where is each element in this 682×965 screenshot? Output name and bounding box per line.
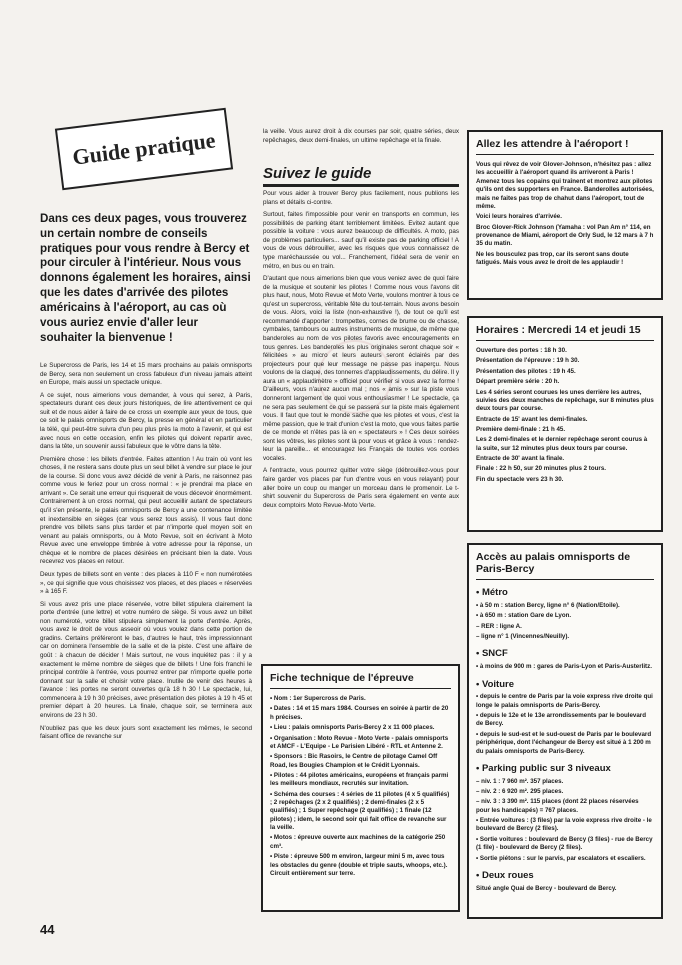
access-line: – RER : ligne A.: [476, 622, 522, 630]
paragraph: Première chose : les billets d'entrée. Faites attention ! Au train où vont les choses, il ne restera sans doute plus un seul billet à vendre sur place le jour de la course. Si donc vous avez décidé de venir à Paris, ne raisonnez pas comme vous le feriez pour un cross normal : « je prendrai ma place en arrivant ». Ce serait une erreur qui risquerait de vous décevoir énormément. Contrairement à un cross normal, qui peut accueillir autant de spectateurs qu'il s'en présente, le palais omnisports de Bercy a une contenance limitée et inextensible en sièges (car vous serez tous assis). Il vous faut donc prendre vos billets sans plus tarder et par n'importe quel moyen soit en venant au palais omnisports, ou à Moto Revue, soit en écrivant à Moto Revue avec une enveloppe timbrée à votre adresse pour la réponse, un chèque et le nombre de places désirées en précisant bien la date. Vous recevrez vos places en retour.: [40, 455, 252, 566]
schedule-line: Les 4 séries seront courues les unes derrière les autres, suivies des deux manches de repêchage, sur 8 minutes plus deux tours par course.: [476, 388, 654, 413]
access-line: • depuis le centre de Paris par la voie express rive droite qui longe le palais omnisports de Paris-Bercy.: [476, 693, 653, 709]
box-paragraph: Voici leurs horaires d'arrivée.: [476, 213, 562, 221]
fiche-item: • Pilotes : 44 pilotes américains, européens et français parmi les meilleurs mondiaux, recrutés sur invitation.: [270, 771, 449, 788]
aeroport-box: [467, 130, 663, 300]
box-title: Fiche technique de l'épreuve: [270, 672, 451, 689]
access-line: • depuis le sud-est et le sud-ouest de Paris par le boulevard périphérique, dont l'échangeur de Bercy est situé à 1 200 m du palais omnisports de Paris-Bercy.: [476, 730, 652, 755]
access-line: – niv. 3 : 3 390 m². 115 places (dont 22 places réservées pour les handicapés) = 767 places.: [476, 798, 639, 814]
access-line: – ligne n° 1 (Vincennes/Neuilly).: [476, 633, 570, 641]
fiche-technique-box: [261, 664, 460, 912]
schedule-line: Départ première série : 20 h.: [476, 378, 560, 386]
intro-paragraph: Dans ces deux pages, vous trouverez un certain nombre de conseils pratiques pour vous rendre à Bercy et pour circuler à l'intérieur. Nous vous donnons également les horaires, ainsi que les dates d'arrivée des pilotes américains à l'aéroport, au cas où vous auriez envie d'aller leur souhaiter la bienvenue !: [40, 212, 251, 344]
schedule-line: Entracte de 30' avant la finale.: [476, 455, 565, 463]
access-line: Situé angle Quai de Bercy - boulevard de Bercy.: [476, 884, 617, 892]
guide-pratique-banner: Guide pratique: [55, 108, 233, 190]
paragraph: D'autant que nous aimerions bien que vous veniez avec de quoi faire de la musique et soutenir les pilotes ! Comme nous vous l'avons dit plus haut, nous, Moto Revue et Moto Verte, voulons montrer à tous ce qu'est un supercross, véritable fête du tout-terrain. Nous avons besoin de vous. Alors, voici la liste (non-exhaustive !), de tout ce qu'il est recommandé d'apporter : trompettes, cornes de brume ou de chasse, cymbales, tambours ou autres instruments de musique, de même que banderoles au nom de vos pilotes favoris avec encouragements en tous genres. Les banderoles les plus originales seront chaque soir « félicitées » au micro et leurs auteurs seront éclairés par des projecteurs pour que leur message ne passe pas inaperçu. Nous voulons de la claque, des tonnerres d'applaudissements, du délire. Il y aura un « applaudimètre » officiel pour vérifier si vous avez la forme ! D'ailleurs, vous n'aurez aucun mal ; nos « amis » sur la piste vous donneront largement de quoi vous enthousiasmer ! Le spectacle, ça ne sera pas seulement ce qui se passera sur la piste mais également vous. Il faut que tout le monde sache que les pilotes et vous, c'est la même passion, que le trait d'union c'est la moto, que vous faites partie de ce monde et n'êtes pas là en « spectateurs » ! Ces deux soirées sont les vôtres, les pilotes sont là pour vous et grâce à vous : rendez-leur la pareille... et encouragez les Français de toutes vos cordes vocales.: [263, 275, 459, 462]
paragraph: N'oubliez pas que les deux jours sont exactement les mêmes, le second faisant office de revanche sur: [40, 724, 252, 741]
paragraph: A ce sujet, nous aimerions vous demander, à vous qui serez, à Paris, spectateurs durant ces deux jours historiques, de lire attentivement ce qui suit et de nous aider à faire de ce cross un exemple aux yeux de tous, que ce soit le palais omnisports de Bercy, la presse en général et en particulier la télé, qui peut-être suivra d'un peu plus près la moto à l'avenir, et qui est avec nous en cette occasion, enfin les pilotes qui doivent repartir avec, dans la tête, un souvenir aussi fabuleux que le vôtre dans la tête.: [40, 391, 252, 451]
fiche-item: • Piste : épreuve 500 m environ, largeur mini 5 m, avec tous les obstacles du genre (double et triple sauts, whoops, etc.). Circuit entièrement sur terre.: [270, 853, 448, 877]
fiche-item: • Sponsors : Bic Rasoirs, le Centre de pilotage Camel Off Road, les Bougies Champion et le Crédit Lyonnais.: [270, 753, 438, 769]
paragraph: Si vous avez pris une place réservée, votre billet stipulera clairement la porte d'entrée (une lettre) et votre numéro de siège. Si vous avez un billet non numéroté, votre billet stipulera simplement la porte d'entrée. Après, vous avez le droit de vous asseoir où vous voulez dans cette portion de gradins. Certains préféreront le bas, d'autres le haut, très impressionnant car on dominera l'ensemble de la salle et de la piste. C'est une affaire de goût : à chacun de décider ! Mais surtout, ne vous inquiétez pas : il y a exactement le même nombre de sièges que de billets ! Une fois franchi le principal contrôle à l'entrée, vous pourrez entrer par n'importe quelle porte donnant sur la salle et choisir votre place. Inutile de venir des heures à l'avance : les portes ne seront ouvertes qu'à 18 h 30 ! Le spectacle, lui, commencera à 19 h 30 précises, avec présentation des pilotes à 19 h 45 et premier départ à 20 heures. La finale, chaque soir, se terminera aux environs de 23 h 30.: [40, 600, 252, 719]
paragraph: A l'entracte, vous pourrez quitter votre siège (débrouillez-vous pour faire garder vos places par l'un d'entre vous en vous relayant) pour aller boire un coup ou manger un morceau dans le promenoir. Le t-shirt souvenir du Supercross de Paris sera également en vente aux deux comptoirs Moto Revue-Moto Verte.: [263, 467, 459, 509]
fiche-item: • Schéma des courses : 4 séries de 11 pilotes (4 x 5 qualifiés) ; 2 repêchages (2 x 2 qualifiés) ; 2 demi-finales (2 x 5 qualifiés) ; 1 Super repêchage (2 qualifiés) ; 1 finale (12 pilotes) ; idem, le second soir qui fait office de revanche sur la veille.: [270, 790, 450, 832]
fiche-item: • Dates : 14 et 15 mars 1984. Courses en soirée à partir de 20 h précises.: [270, 705, 449, 721]
schedule-line: Première demi-finale : 21 h 45.: [476, 425, 566, 433]
access-line: – niv. 2 : 6 920 m². 295 places.: [476, 788, 564, 796]
fiche-item: • Nom : 1er Supercross de Paris.: [270, 695, 366, 703]
access-section-title: • Métro: [476, 587, 508, 599]
box-paragraph: Broc Glover-Rick Johnson (Yamaha : vol Pan Am n° 114, en provenance de Miami, aéroport de Orly Sud, le 12 mars à 7 h 35 du matin.: [476, 223, 654, 248]
section-heading: Suivez le guide: [263, 165, 459, 187]
schedule-line: Présentation des pilotes : 19 h 45.: [476, 367, 576, 375]
box-title: Accès au palais omnisports de Paris-Bercy: [476, 551, 654, 580]
box-title: Horaires : Mercredi 14 et jeudi 15: [476, 324, 654, 341]
paragraph: Le Supercross de Paris, les 14 et 15 mars prochains au palais omnisports de Bercy, sera non seulement un cross fabuleux d'un niveau jamais atteint en Europe, mais aussi un spectacle unique.: [40, 362, 252, 387]
access-line: • Entrée voitures : (3 files) par la voie express rive droite - le boulevard de Bercy (2 files).: [476, 817, 652, 833]
horaires-box: [467, 316, 663, 532]
schedule-line: Finale : 22 h 50, sur 20 minutes plus 2 tours.: [476, 465, 606, 473]
schedule-line: Entracte de 15' avant les demi-finales.: [476, 415, 588, 423]
schedule-line: Fin du spectacle vers 23 h 30.: [476, 475, 564, 483]
paragraph: Surtout, faites l'impossible pour venir en transports en commun, les possibilités de parking étant terriblement limitées. Evitez autant que possible la voiture : vous aurez beaucoup de difficultés. A moto, pas de problèmes particuliers... sauf qu'il existe pas de parking officiel ! A vous de vous débrouiller, avec les risques que vous connaissez de type maréchaussée ou vol... Franchement, l'idéal sera de venir en métro, en bus ou en train.: [263, 211, 459, 270]
article-column-2-continuation: la veille. Vous aurez droit à dix courses par soir, quatre séries, deux repêchages, deux demi-finales, un ultime repêchage et la finale.: [263, 128, 459, 144]
access-line: • Sortie voitures : boulevard de Bercy (3 files) - rue de Bercy (1 file) - boulevard de Bercy (2 files).: [476, 835, 653, 852]
paragraph: Pour vous aider à trouver Bercy plus facilement, nous publions les plans et détails ci-contre.: [263, 190, 459, 206]
access-line: • Sortie piétons : sur le parvis, par escalators et escaliers.: [476, 854, 646, 862]
schedule-line: Les 2 demi-finales et le dernier repêchage seront courus à la suite, sur 12 minutes plus deux tours par course.: [476, 436, 648, 452]
access-section-title: • Parking public sur 3 niveaux: [476, 762, 611, 774]
access-line: • à moins de 900 m : gares de Paris-Lyon et Paris-Austerlitz.: [476, 663, 652, 671]
page-number: 44: [40, 922, 55, 937]
fiche-item: • Lieu : palais omnisports Paris-Bercy 2 x 11 000 places.: [270, 724, 435, 732]
box-paragraph: Vous qui rêvez de voir Glover-Johnson, n'hésitez pas : allez les accueillir à l'aéroport quand ils arriveront à Paris ! Amenez tous les copains qui traînent et montrez aux pilotes qu'ils ont des supporters en France. Banderolles autorisées, mais ne faites pas trop de chahut dans l'aéroport, tout de même.: [476, 161, 654, 210]
schedule-line: Présentation de l'épreuve : 19 h 30.: [476, 357, 580, 365]
access-line: – niv. 1 : 7 960 m². 357 places.: [476, 777, 564, 785]
access-line: • à 650 m : station Gare de Lyon.: [476, 612, 572, 620]
access-section-title: • Voiture: [476, 678, 514, 690]
fiche-item: • Motos : épreuve ouverte aux machines de la catégorie 250 cm³.: [270, 834, 446, 850]
access-section-title: • Deux roues: [476, 869, 534, 881]
fiche-item: • Organisation : Moto Revue - Moto Verte - palais omnisports et AMCF - L'Equipe - Le Parisien Libéré - RTL et Antenne 2.: [270, 734, 449, 750]
access-line: • depuis le 12e et le 13e arrondissements par le boulevard de Bercy.: [476, 712, 646, 728]
acces-box: [467, 543, 663, 919]
article-column-2: [263, 190, 459, 514]
box-paragraph: Ne les bousculez pas trop, car ils seront sans doute fatigués. Mais vous avez le droit de les applaudir !: [476, 250, 629, 267]
article-column-1: [40, 362, 252, 746]
paragraph: Deux types de billets sont en vente : des places à 110 F « non numérotées », ce qui signifie que vous choisissez vos places, et des places « réservées » à 165 F.: [40, 570, 252, 596]
access-section-title: • SNCF: [476, 648, 508, 660]
box-title: Allez les attendre à l'aéroport !: [476, 138, 654, 155]
schedule-line: Ouverture des portes : 18 h 30.: [476, 347, 567, 355]
access-line: • à 50 m : station Bercy, ligne n° 6 (Nation/Etoile).: [476, 601, 620, 609]
